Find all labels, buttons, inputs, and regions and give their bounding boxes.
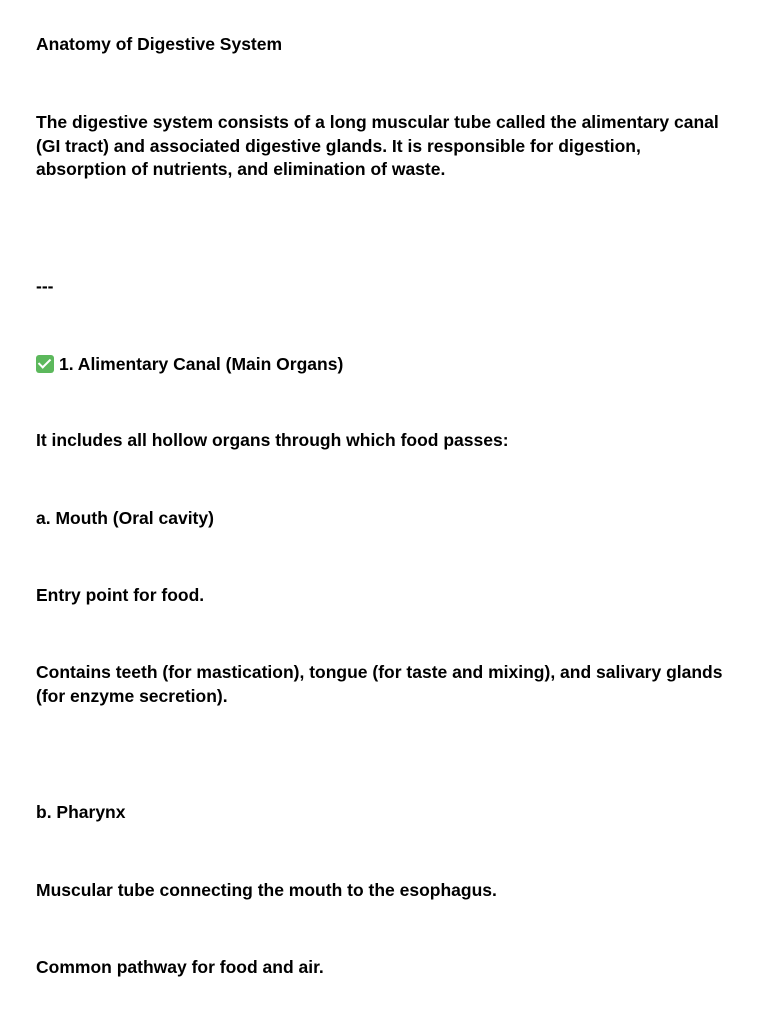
document-title: Anatomy of Digestive System	[36, 34, 283, 54]
pharynx-point-1: Muscular tube connecting the mouth to the esophagus.	[36, 880, 497, 900]
check-mark-icon	[36, 355, 54, 373]
mouth-heading: a. Mouth (Oral cavity)	[36, 508, 214, 528]
section-lead: It includes all hollow organs through which food passes:	[36, 430, 509, 450]
pharynx-heading: b. Pharynx	[36, 802, 126, 822]
section-heading	[36, 353, 736, 377]
separator: ---	[36, 276, 54, 296]
intro-paragraph: The digestive system consists of a long muscular tube called the alimentary canal (GI tract) and associated digestive glands. It is responsible for digestion, absorption of nutrients, and elimination of waste.	[36, 112, 719, 179]
pharynx-point-2: Common pathway for food and air.	[36, 957, 324, 977]
mouth-point-1: Entry point for food.	[36, 585, 205, 605]
mouth-point-2: Contains teeth (for mastication), tongue (for taste and mixing), and salivary glands (for enzyme secretion).	[36, 662, 723, 706]
section-heading-text: 1. Alimentary Canal (Main Organs)	[59, 354, 344, 374]
